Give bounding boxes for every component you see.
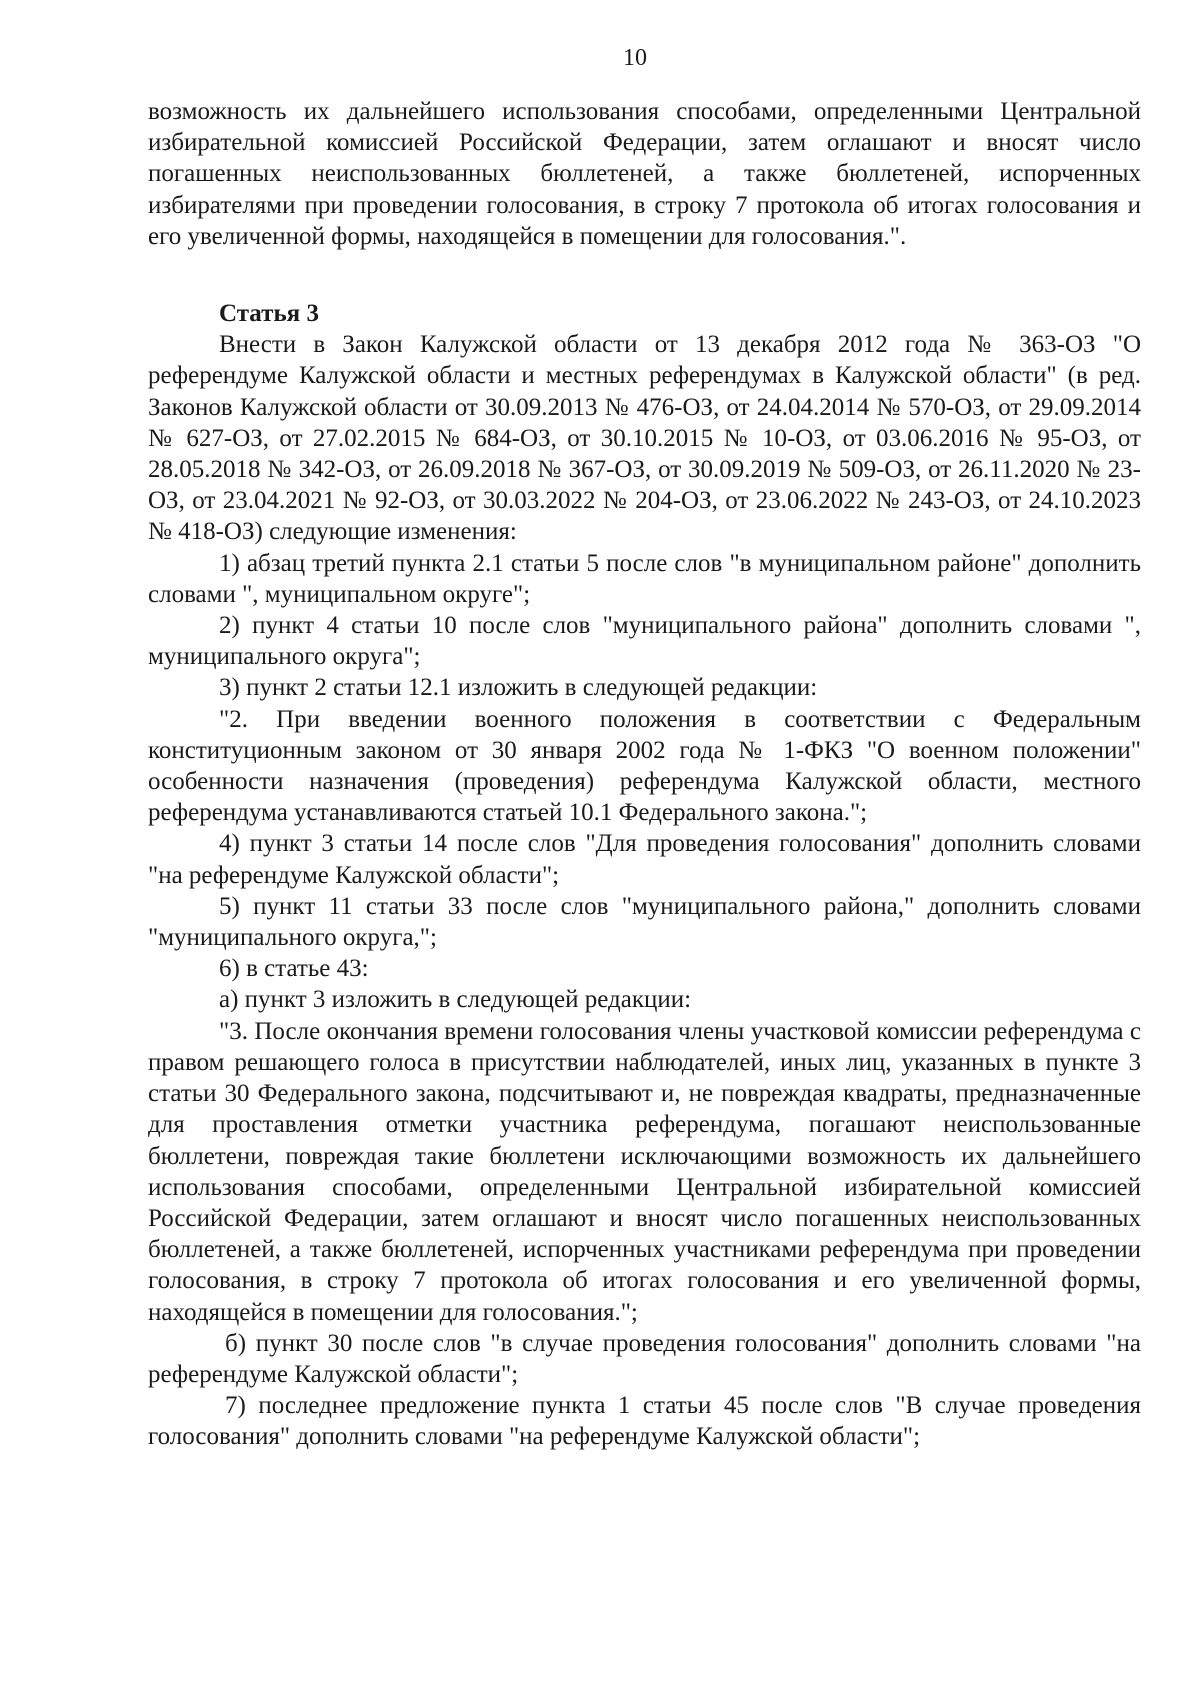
amendment-item-6b: б) пункт 30 после слов "в случае проведения голосования" дополнить словами "на референдуме Калужской области"; — [148, 1329, 1141, 1388]
amendment-item-6: 6) в статье 43: — [219, 955, 369, 983]
amendment-item-2: 2) пункт 4 статьи 10 после слов "муниципального района" дополнить словами ", муниципального округа"; — [148, 612, 1141, 671]
amendment-item-5: 5) пункт 11 статьи 33 после слов "муниципального района," дополнить словами "муниципального округа,"; — [148, 892, 1141, 952]
continuation-paragraph: возможность их дальнейшего использования способами, определенными Центральной избирательной комиссией Российской Федерации, затем оглашают и вносят число погашенных неиспользованных бюллетеней, а также бюллетеней, испорченных избирателями при проведении голосования, в строку 7 протокола об итогах голосования и его увеличенной формы, находящейся в помещении для голосования.". — [148, 98, 1141, 250]
amendment-item-4: 4) пункт 3 статьи 14 после слов "Для проведения голосования" дополнить словами "на референдуме Калужской области"; — [148, 830, 1141, 889]
amendment-item-3: 3) пункт 2 статьи 12.1 изложить в следующей редакции: — [219, 674, 818, 702]
article-intro-paragraph: Внести в Закон Калужской области от 13 декабря 2012 года № 363-ОЗ "О референдуме Калужской области и местных референдумах в Калужской области" (в ред. Законов Калужской области от 30.09.2013 № 476-ОЗ, от 24.04.2014 № 570-ОЗ, от 29.09.2014 № 627-ОЗ, от 27.02.2015 № 684-ОЗ, от 30.10.2015 № 10-ОЗ, от 03.06.2016 № 95-ОЗ, от 28.05.2018 № 342-ОЗ, от 26.09.2018 № 367-ОЗ, от 30.09.2019 № 509-ОЗ, от 26.11.2020 № 23-ОЗ, от 23.04.2021 № 92-ОЗ, от 30.03.2022 № 204-ОЗ, от 23.06.2022 № 243-ОЗ, от 24.10.2023 № 418-ОЗ) следующие изменения: — [148, 331, 1141, 546]
paragraph-gap — [148, 252, 1141, 298]
amendment-item-6a: а) пункт 3 изложить в следующей редакции: — [219, 986, 692, 1014]
article-heading: Статья 3 — [219, 300, 319, 328]
amendment-item-1: 1) абзац третий пункта 2.1 статьи 5 после слов "в муниципальном районе" дополнить словами ", муниципальном округе"; — [148, 549, 1141, 608]
document-body — [148, 96, 1141, 1453]
amendment-item-7: 7) последнее предложение пункта 1 статьи 45 после слов "В случае проведения голосования" дополнить словами "на референдуме Калужской области"; — [148, 1392, 1141, 1451]
amendment-item-3-quote: "2. При введении военного положения в соответствии с Федеральным конституционным законом от 30 января 2002 года № 1-ФКЗ "О военном положении" особенности назначения (проведения) референдума Калужской области, местного референдума устанавливаются статьей 10.1 Федерального закона."; — [148, 705, 1141, 827]
page-number: 10 — [623, 45, 647, 71]
amendment-item-6a-quote: "3. После окончания времени голосования члены участковой комиссии референдума с правом решающего голоса в присутствии наблюдателей, иных лиц, указанных в пункте 3 статьи 30 Федерального закона, подсчитывают и, не повреждая квадраты, предназначенные для проставления отметки участника референдума, погашают неиспользованные бюллетени, повреждая такие бюллетени исключающими возможность их дальнейшего использования способами, определенными Центральной избирательной комиссией Российской Федерации, затем оглашают и вносят число погашенных неиспользованных бюллетеней, а также бюллетеней, испорченных участниками референдума при проведении голосования, в строку 7 протокола об итогах голосования и его увеличенной формы, находящейся в помещении для голосования."; — [148, 1017, 1141, 1326]
